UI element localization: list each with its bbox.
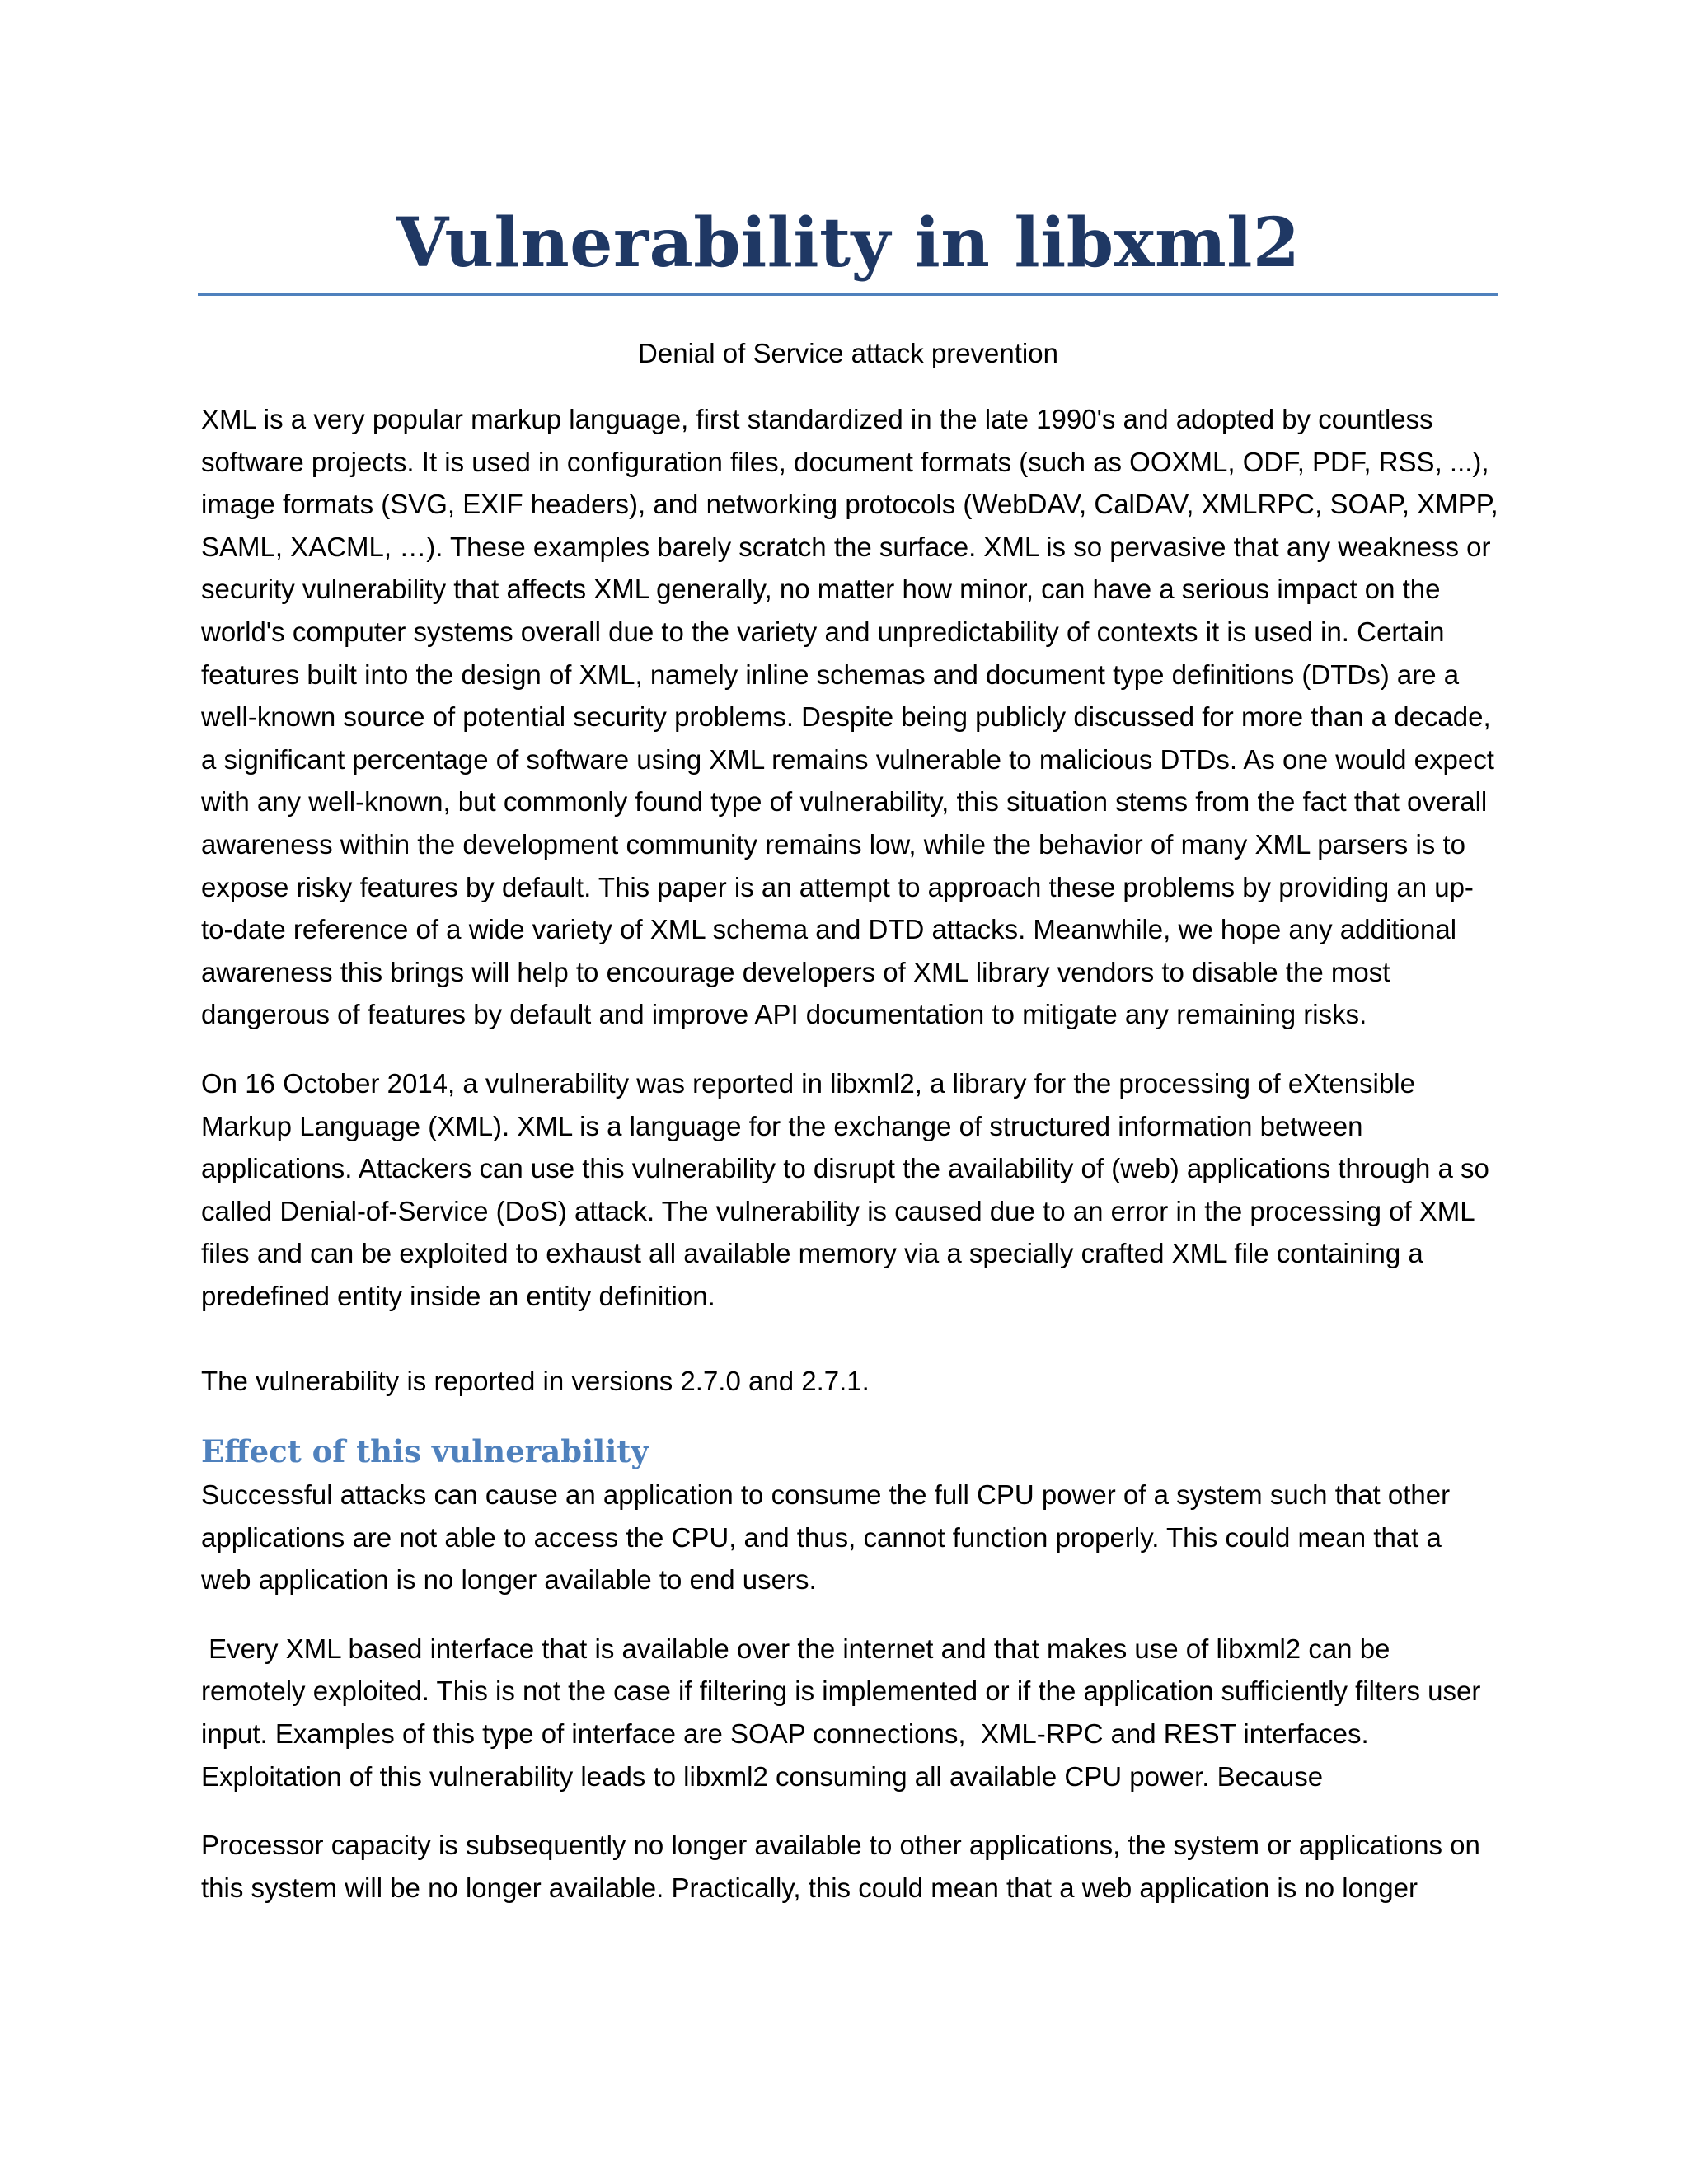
effect-paragraph: Successful attacks can cause an application to consume the full CPU power of a system such that other applications are not able to access the CPU, and thus, cannot function properly. This could mean that a web application is no longer available to end users. (201, 1479, 1451, 1596)
document-subtitle: Denial of Service attack prevention (638, 338, 1058, 368)
intro-paragraph: XML is a very popular markup language, first standardized in the late 1990's and adopted by countless software projects. It is used in configuration files, document formats (such as OOXML, ODF, PDF, RSS, ...), image formats (SVG, EXIF headers), and networking protocols (WebDAV, CalDAV, XMLRPC, SOAP, XMPP, SAML, XACML, …). These examples barely scratch the surface. XML is so pervasive that any weakness or security vulnerability that affects XML generally, no matter how minor, can have a serious impact on the world's computer systems overall due to the variety and unpredictability of contexts it is used in. Certain features built into the design of XML, namely inline schemas and document type definitions (DTDs) are a well-known source of potential security problems. Despite being publicly discussed for more than a decade, a significant percentage of software using XML remains vulnerable to malicious DTDs. As one would expect with any well-known, but commonly found type of vulnerability, this situation stems from the fact that overall awareness within the development community remains low, while the behavior of many XML parsers is to expose risky features by default. This paper is an attempt to approach these problems by providing an up-to-date reference of a wide variety of XML schema and DTD attacks. Meanwhile, we hope any additional awareness this brings will help to encourage developers of XML library vendors to disable the most dangerous of features by default and improve API documentation to mitigate any remaining risks. (201, 404, 1498, 1030)
document-title: Vulnerability in libxml2 (396, 204, 1301, 283)
blank-line (198, 1317, 1498, 1360)
processor-paragraph: Processor capacity is subsequently no longer available to other applications, the system or applications on this system will be no longer available. Practically, this could mean that a web application is no longer (201, 1830, 1480, 1903)
interface-paragraph: Every XML based interface that is available over the internet and that makes use of libxml2 can be remotely exploited. This is not the case if filtering is implemented or if the application sufficiently filters user input. Examples of this type of interface are SOAP connections, XML-RPC and REST interfaces. Exploitation of this vulnerability leads to libxml2 consuming all available CPU power. Because (201, 1633, 1489, 1792)
report-paragraph: On 16 October 2014, a vulnerability was reported in libxml2, a library for the processing of eXtensible Markup Language (XML). XML is a language for the exchange of structured information between applications. Attackers can use this vulnerability to disrupt the availability of (web) applications through a so called Denial-of-Service (DoS) attack. The vulnerability is caused due to an error in the processing of XML files and can be exploited to exhaust all available memory via a specially crafted XML file containing a predefined entity inside an entity definition. (201, 1067, 1489, 1311)
versions-paragraph: The vulnerability is reported in versions 2.7.0 and 2.7.1. (201, 1366, 870, 1397)
document-page (198, 198, 1498, 1935)
section-heading: Effect of this vulnerability (201, 1433, 649, 1470)
title-underline (198, 293, 1498, 296)
